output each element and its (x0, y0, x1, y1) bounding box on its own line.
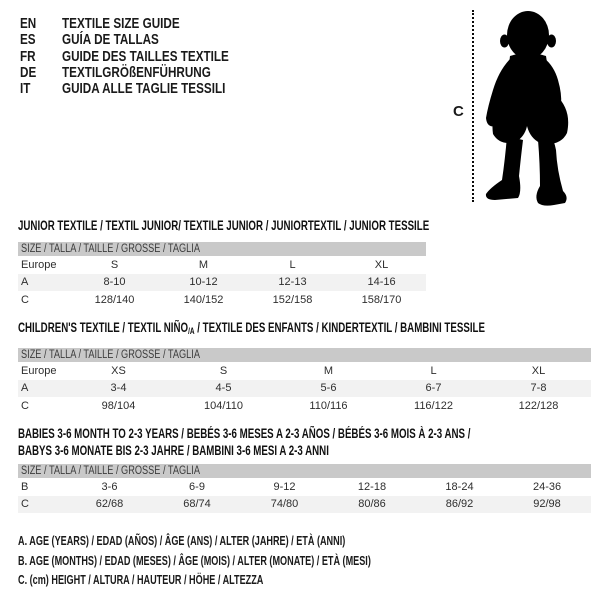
size-header-text: SIZE / TALLA / TAILLE / GRÖSSE / TAGLIA (21, 465, 200, 477)
size-value-cell: XL (531, 364, 546, 377)
junior-size-table (18, 242, 426, 309)
size-value-cell: 110/116 (309, 399, 348, 412)
title-part: CHILDREN'S TEXTILE / TEXTIL NIÑO (18, 320, 189, 335)
size-value-cell: 14-16 (337, 274, 426, 292)
section-title-text (18, 319, 485, 340)
language-title-list (20, 16, 276, 97)
size-value-cell: 5-6 (276, 380, 381, 398)
row-label-cell: Europe (21, 364, 57, 377)
children-size-table-wrap (18, 348, 591, 415)
size-header-cell (18, 242, 426, 256)
language-row (20, 81, 276, 97)
size-value-cell: 18-24 (445, 480, 474, 493)
size-value-cell: 6-9 (189, 480, 205, 493)
size-header-row (18, 348, 591, 362)
size-value-cell: 80/86 (328, 496, 416, 514)
size-value-cell: 128/140 (94, 293, 135, 306)
language-code: FR (20, 47, 36, 65)
size-value-cell: L (289, 258, 296, 271)
language-code: IT (20, 80, 31, 98)
section-title-text: BABIES 3-6 MONTH TO 2-3 YEARS / BEBÉS 3-6 MESES A 2-3 AÑOS / BÉBÉS 3-6 MOIS À 2-3 ANS / (18, 426, 471, 441)
row-label-cell: A (18, 274, 70, 292)
size-value-cell: 140/152 (183, 293, 224, 306)
size-value-cell: M (323, 364, 334, 377)
language-label: TEXTILE SIZE GUIDE (62, 15, 180, 32)
size-value-cell: 122/128 (518, 399, 559, 412)
legend-line-a (18, 531, 522, 551)
size-value-cell: XL (374, 258, 389, 271)
size-value-cell: 12-18 (357, 480, 387, 493)
table-row-age (18, 274, 426, 292)
baby-silhouette-icon (480, 8, 580, 210)
size-value-cell: 86/92 (416, 496, 503, 514)
size-value-cell: 8-10 (70, 274, 159, 292)
section-title-text: JUNIOR TEXTILE / TEXTIL JUNIOR/ TEXTILE JUNIOR / JUNIORTEXTIL / JUNIOR TESSILE (18, 218, 430, 233)
size-value-cell: 9-12 (273, 480, 296, 493)
size-value-cell: 98/104 (101, 399, 136, 412)
size-value-cell: 62/68 (66, 496, 153, 514)
size-value-cell: 24-36 (532, 480, 562, 493)
section-title-junior (18, 217, 589, 234)
language-row (20, 32, 276, 48)
title-part: / TEXTILE DES ENFANTS / KINDERTEXTIL / BAMBINI TESSILE (194, 320, 485, 335)
table-row-europe (18, 362, 591, 380)
legend (18, 531, 522, 590)
junior-size-table-wrap (18, 242, 426, 309)
row-label-cell: C (21, 399, 29, 412)
size-value-cell: XS (111, 364, 126, 377)
language-label: GUIDA ALLE TAGLIE TESSILI (62, 80, 226, 98)
language-label: TEXTILGRÖßENFÜHRUNG (62, 63, 211, 81)
size-header-text: SIZE / TALLA / TAILLE / GRÖSSE / TAGLIA (21, 349, 200, 361)
legend-text: C. (cm) HEIGHT / ALTURA / HAUTEUR / HÖHE / ALTEZZA (18, 572, 264, 587)
row-label-cell: C (21, 293, 29, 306)
size-value-cell: 4-5 (171, 380, 276, 398)
table-row-months (18, 478, 591, 496)
section-title-children (18, 319, 600, 340)
size-value-cell: 116/122 (414, 399, 453, 412)
row-label-cell: A (18, 380, 66, 398)
size-value-cell: 3-6 (101, 480, 118, 493)
size-value-cell: 3-4 (66, 380, 171, 398)
size-value-cell: 7-8 (486, 380, 591, 398)
legend-text: B. AGE (MONTHS) / EDAD (MESES) / ÂGE (MOIS) / ALTER (MONATE) / ETÀ (MESI) (18, 552, 371, 568)
language-code: EN (20, 15, 37, 32)
language-code: DE (20, 63, 37, 81)
section-title-text: BABYS 3-6 MONATE BIS 2-3 JAHRE / BAMBINI 3-6 MESI A 2-3 ANNI (18, 443, 329, 458)
children-size-table (18, 348, 591, 415)
babies-size-table-wrap (18, 464, 591, 513)
size-header-text: SIZE / TALLA / TAILLE / GRÖSSE / TAGLIA (21, 243, 200, 255)
size-value-cell: 6-7 (381, 380, 486, 398)
size-value-cell: S (110, 258, 119, 271)
height-measure-dotted-line (472, 10, 474, 202)
row-label-cell: C (18, 496, 66, 514)
size-value-cell: 152/158 (272, 293, 313, 306)
size-value-cell: 68/74 (153, 496, 241, 514)
table-row-height (18, 496, 591, 514)
language-row (20, 16, 276, 32)
legend-text: A. AGE (YEARS) / EDAD (AÑOS) / ÂGE (ANS) / ALTER (JAHRE) / ETÀ (ANNI) (18, 533, 346, 548)
legend-line-c (18, 570, 522, 590)
row-label-cell: Europe (21, 258, 57, 271)
language-code: ES (20, 31, 36, 49)
row-label-cell: B (21, 480, 29, 493)
legend-line-b (18, 551, 522, 571)
size-header-row (18, 464, 591, 478)
table-row-europe (18, 256, 426, 274)
size-value-cell: 104/110 (204, 399, 243, 412)
size-header-cell (18, 464, 591, 478)
size-value-cell: 10-12 (159, 274, 248, 292)
size-value-cell: S (219, 364, 228, 377)
size-value-cell: M (198, 258, 209, 271)
height-measure-label: C (453, 103, 464, 120)
table-row-height (18, 397, 591, 415)
language-label: GUÍA DE TALLAS (62, 31, 159, 49)
size-value-cell: 92/98 (503, 496, 591, 514)
table-row-height (18, 291, 426, 309)
size-value-cell: 12-13 (248, 274, 337, 292)
size-value-cell: 74/80 (241, 496, 328, 514)
babies-size-table (18, 464, 591, 513)
size-header-row (18, 242, 426, 256)
title-subscript: /A (188, 326, 195, 336)
language-row (20, 65, 276, 81)
size-value-cell: L (430, 364, 437, 377)
language-label: GUIDE DES TAILLES TEXTILE (62, 47, 229, 65)
size-header-cell (18, 348, 591, 362)
size-value-cell: 158/170 (361, 293, 402, 306)
section-title-babies (18, 425, 600, 459)
table-row-age (18, 380, 591, 398)
language-row (20, 49, 276, 65)
